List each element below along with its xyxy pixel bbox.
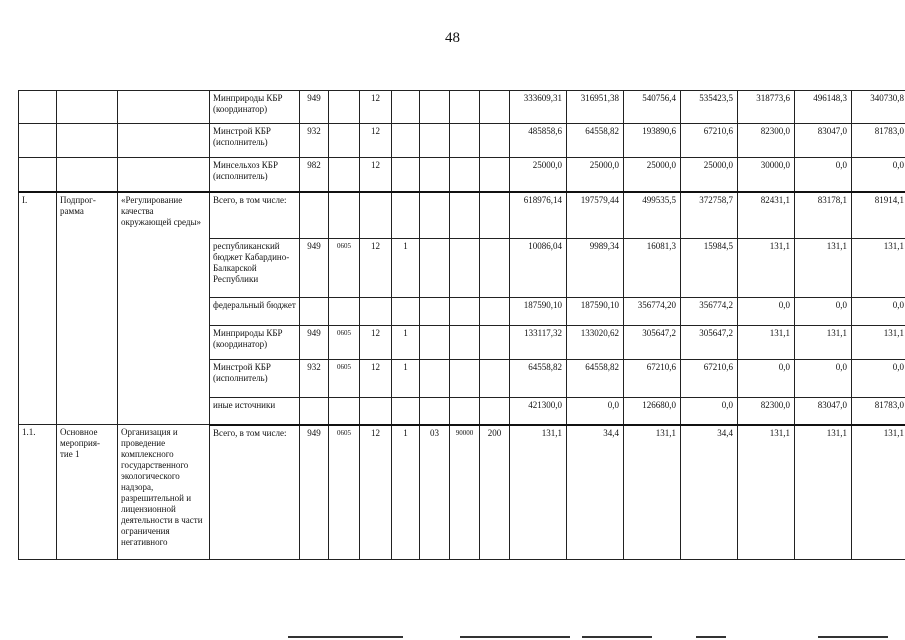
table-cell-b: Основное мероприя- тие 1: [57, 425, 118, 560]
table-cell-v1: 64558,82: [510, 360, 567, 398]
table-cell-v4: 372758,7: [681, 192, 738, 239]
table-cell-v4: 34,4: [681, 425, 738, 560]
table-cell-f: 0605: [329, 360, 360, 398]
table-cell-v1: 421300,0: [510, 398, 567, 425]
table-cell-v5: 30000,0: [738, 158, 795, 192]
table-cell-v7: 131,1: [852, 425, 905, 560]
table-cell-v5: 131,1: [738, 326, 795, 360]
table-cell-v3: 131,1: [624, 425, 681, 560]
table-cell-v7: 81783,0: [852, 124, 905, 158]
table-cell-c: «Регулирование качества окружающей среды»: [118, 192, 210, 425]
table-cell-g: [360, 192, 392, 239]
table-cell-k: [480, 398, 510, 425]
table-cell-k: [480, 298, 510, 326]
table-cell-v6: 131,1: [795, 425, 852, 560]
table-cell-v7: 0,0: [852, 298, 905, 326]
table-cell-b: [57, 158, 118, 192]
table-cell-d: Минстрой КБР (исполнитель): [210, 360, 300, 398]
table-cell-v6: 0,0: [795, 360, 852, 398]
table-cell-v3: 356774,20: [624, 298, 681, 326]
table-cell-e: 949: [300, 425, 329, 560]
table-cell-j: [450, 158, 480, 192]
table-cell-h: [392, 158, 420, 192]
table-cell-v1: 187590,10: [510, 298, 567, 326]
table-cell-i: [420, 298, 450, 326]
table-cell-f: [329, 398, 360, 425]
table-cell-d: Минстрой КБР (исполнитель): [210, 124, 300, 158]
table-cell-v4: 0,0: [681, 398, 738, 425]
table-cell-f: [329, 91, 360, 124]
table-cell-v4: 305647,2: [681, 326, 738, 360]
table-cell-j: [450, 192, 480, 239]
table-cell-g: 12: [360, 425, 392, 560]
table-cell-h: [392, 91, 420, 124]
table-cell-a: 1.1.: [19, 425, 57, 560]
table-cell-k: [480, 192, 510, 239]
table-cell-v6: 0,0: [795, 158, 852, 192]
table-cell-v6: 131,1: [795, 326, 852, 360]
table-cell-v5: 131,1: [738, 425, 795, 560]
table-cell-v3: 193890,6: [624, 124, 681, 158]
table-cell-e: 949: [300, 326, 329, 360]
table-cell-v1: 618976,14: [510, 192, 567, 239]
table-cell-v5: 318773,6: [738, 91, 795, 124]
table-cell-v6: 83178,1: [795, 192, 852, 239]
table-cell-v3: 540756,4: [624, 91, 681, 124]
table-cell-v3: 25000,0: [624, 158, 681, 192]
table-cell-v2: 25000,0: [567, 158, 624, 192]
scan-artifact: [460, 636, 570, 638]
table-cell-c: Организация и проведение комплексного государственного экологического надзора, разрешительной и лицензионной деятельности в части ограничения негативного: [118, 425, 210, 560]
table-cell-v7: 131,1: [852, 326, 905, 360]
table-cell-v2: 64558,82: [567, 124, 624, 158]
table-cell-i: [420, 360, 450, 398]
table-cell-v6: 0,0: [795, 298, 852, 326]
table-cell-v4: 67210,6: [681, 124, 738, 158]
table-cell-v2: 64558,82: [567, 360, 624, 398]
table-cell-v6: 83047,0: [795, 124, 852, 158]
table-cell-v5: 82300,0: [738, 124, 795, 158]
table-cell-d: Всего, в том числе:: [210, 425, 300, 560]
table-cell-j: [450, 298, 480, 326]
table-cell-v4: 67210,6: [681, 360, 738, 398]
table-cell-d: федеральный бюджет: [210, 298, 300, 326]
table-cell-v3: 305647,2: [624, 326, 681, 360]
table-cell-h: [392, 192, 420, 239]
table-cell-e: [300, 192, 329, 239]
table-cell-d: иные источники: [210, 398, 300, 425]
table-cell-d: республиканский бюджет Кабардино-Балкарской Республики: [210, 239, 300, 298]
table-cell-v7: 0,0: [852, 360, 905, 398]
table-cell-v6: 496148,3: [795, 91, 852, 124]
table-cell-k: [480, 326, 510, 360]
table-cell-h: [392, 124, 420, 158]
table-cell-b: [57, 91, 118, 124]
table-cell-g: 12: [360, 124, 392, 158]
table-cell-g: 12: [360, 360, 392, 398]
table-cell-k: 200: [480, 425, 510, 560]
table-cell-v1: 131,1: [510, 425, 567, 560]
table-cell-g: [360, 298, 392, 326]
table-cell-f: 0605: [329, 239, 360, 298]
table-cell-b: [57, 124, 118, 158]
table-cell-g: 12: [360, 326, 392, 360]
table-cell-v7: 81783,0: [852, 398, 905, 425]
table-cell-v2: 34,4: [567, 425, 624, 560]
scan-artifact: [288, 636, 403, 638]
table-cell-j: [450, 124, 480, 158]
table-cell-a: [19, 91, 57, 124]
table-cell-g: 12: [360, 239, 392, 298]
table-cell-v1: 25000,0: [510, 158, 567, 192]
table-cell-f: [329, 298, 360, 326]
table-cell-v5: 82300,0: [738, 398, 795, 425]
table-cell-k: [480, 239, 510, 298]
table-cell-g: 12: [360, 158, 392, 192]
table-cell-a: [19, 158, 57, 192]
table-cell-v5: 0,0: [738, 298, 795, 326]
table-cell-g: [360, 398, 392, 425]
table-cell-j: 90000: [450, 425, 480, 560]
table-cell-v1: 485858,6: [510, 124, 567, 158]
table-cell-i: [420, 91, 450, 124]
table-cell-i: [420, 239, 450, 298]
table-cell-v5: 0,0: [738, 360, 795, 398]
scan-artifact: [582, 636, 652, 638]
table-cell-v7: 131,1: [852, 239, 905, 298]
table-cell-i: [420, 158, 450, 192]
table-cell-h: 1: [392, 239, 420, 298]
scan-artifact: [696, 636, 726, 638]
table-cell-v4: 25000,0: [681, 158, 738, 192]
table-cell-v1: 10086,04: [510, 239, 567, 298]
table-row: [19, 91, 905, 124]
table-cell-e: 982: [300, 158, 329, 192]
table-cell-i: [420, 192, 450, 239]
table-cell-v3: 499535,5: [624, 192, 681, 239]
table-cell-d: Минсельхоз КБР (исполнитель): [210, 158, 300, 192]
table-cell-g: 12: [360, 91, 392, 124]
table-cell-j: [450, 360, 480, 398]
table-cell-v6: 83047,0: [795, 398, 852, 425]
table-cell-a: I.: [19, 192, 57, 425]
table-cell-c: [118, 91, 210, 124]
table-row: [19, 158, 905, 192]
table-cell-e: 932: [300, 360, 329, 398]
table-cell-d: Минприроды КБР (координатор): [210, 91, 300, 124]
table-cell-j: [450, 326, 480, 360]
table-cell-k: [480, 158, 510, 192]
table-row: [19, 425, 905, 560]
table-cell-h: 1: [392, 425, 420, 560]
table-cell-e: 949: [300, 91, 329, 124]
table-cell-h: 1: [392, 326, 420, 360]
table-cell-j: [450, 239, 480, 298]
table-row: [19, 124, 905, 158]
table-cell-f: [329, 124, 360, 158]
table-cell-v7: 0,0: [852, 158, 905, 192]
table-cell-k: [480, 360, 510, 398]
table-cell-v1: 333609,31: [510, 91, 567, 124]
table-cell-v2: 133020,62: [567, 326, 624, 360]
table-cell-i: [420, 124, 450, 158]
table-cell-v3: 126680,0: [624, 398, 681, 425]
table-cell-v3: 67210,6: [624, 360, 681, 398]
table-cell-v2: 197579,44: [567, 192, 624, 239]
table-cell-a: [19, 124, 57, 158]
table-cell-k: [480, 91, 510, 124]
table-cell-v4: 356774,2: [681, 298, 738, 326]
table-cell-h: [392, 298, 420, 326]
table-cell-v3: 16081,3: [624, 239, 681, 298]
table-cell-j: [450, 91, 480, 124]
table-cell-v2: 316951,38: [567, 91, 624, 124]
table-cell-e: [300, 398, 329, 425]
table-cell-e: 932: [300, 124, 329, 158]
table-cell-i: [420, 398, 450, 425]
table-cell-j: [450, 398, 480, 425]
table-cell-v1: 133117,32: [510, 326, 567, 360]
table-cell-v2: 187590,10: [567, 298, 624, 326]
table-cell-f: [329, 158, 360, 192]
table-cell-c: [118, 158, 210, 192]
table-cell-i: [420, 326, 450, 360]
table-cell-f: [329, 192, 360, 239]
table-cell-v2: 0,0: [567, 398, 624, 425]
table-cell-i: 03: [420, 425, 450, 560]
table-cell-e: [300, 298, 329, 326]
table-cell-v4: 535423,5: [681, 91, 738, 124]
table-cell-v7: 340730,8: [852, 91, 905, 124]
table-cell-d: Минприроды КБР (координатор): [210, 326, 300, 360]
budget-table: [18, 90, 905, 560]
table-cell-v7: 81914,1: [852, 192, 905, 239]
table-cell-v6: 131,1: [795, 239, 852, 298]
table-cell-f: 0605: [329, 425, 360, 560]
table-cell-e: 949: [300, 239, 329, 298]
table-cell-k: [480, 124, 510, 158]
table-cell-h: 1: [392, 360, 420, 398]
scan-artifact: [818, 636, 888, 638]
table-cell-v5: 82431,1: [738, 192, 795, 239]
page-number: 48: [445, 30, 460, 46]
table-cell-v5: 131,1: [738, 239, 795, 298]
table-cell-f: 0605: [329, 326, 360, 360]
table-cell-h: [392, 398, 420, 425]
table-cell-d: Всего, в том числе:: [210, 192, 300, 239]
table-row: [19, 192, 905, 239]
table-cell-v2: 9989,34: [567, 239, 624, 298]
table-cell-v4: 15984,5: [681, 239, 738, 298]
table-cell-b: Подпрог- рамма: [57, 192, 118, 425]
table-cell-c: [118, 124, 210, 158]
